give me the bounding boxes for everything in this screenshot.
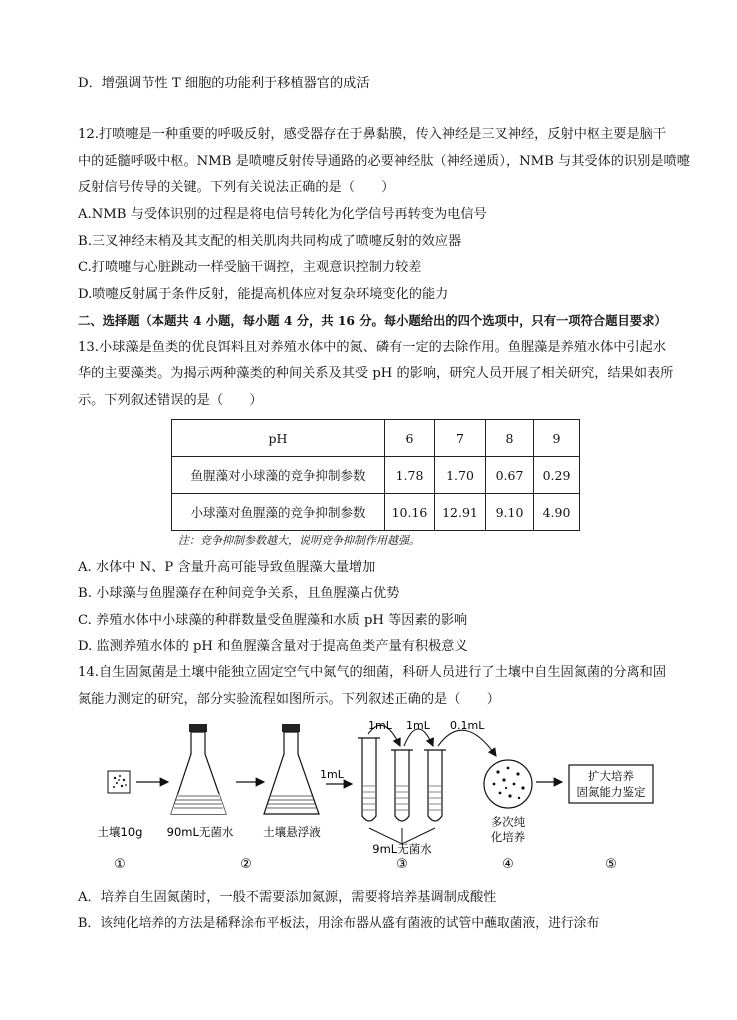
table-cell: 0.29 (534, 457, 580, 494)
table-cell: 鱼腥藻对小球藻的竞争抑制参数 (172, 457, 385, 494)
table-note: 注：竞争抑制参数越大，说明竞争抑制作用越强。 (178, 534, 420, 547)
test-tube-icon (424, 750, 446, 821)
suspension-label: 土壤悬浮液 (263, 825, 321, 839)
plate-label-1: 多次纯 (490, 815, 526, 829)
test-tube-icon (358, 738, 380, 821)
arrow-icon (438, 730, 496, 756)
q12-stem-line2: 中的延髓呼吸中枢。NMB 是喷嚏反射传导通路的必要神经肽（神经递质），NMB 与其受体的识别是喷嚏 (78, 154, 690, 169)
table-cell: 1.70 (435, 457, 486, 494)
table-row (172, 457, 580, 494)
q13-stem-line1: 13.小球藻是鱼类的优良饵料且对养殖水体中的氮、磷有一定的去除作用。鱼腥藻是养殖水体中引起水 (78, 340, 667, 355)
dilution-label-2: 1mL (406, 719, 430, 732)
q12-option-a: A.NMB 与受体识别的过程是将电信号转化为化学信号再转变为电信号 (78, 207, 487, 222)
table-row (172, 494, 580, 531)
table-cell: 小球藻对鱼腥藻的竞争抑制参数 (172, 494, 385, 531)
q13-stem-line3: 示。下列叙述错误的是（ ） (78, 393, 263, 408)
q13-option-a: A. 水体中 N、P 含量升高可能导致鱼腥藻大量增加 (78, 560, 376, 575)
soil-label: 土壤10g (97, 825, 143, 839)
petri-dish-icon (484, 760, 532, 808)
q12-option-b: B.三叉神经末梢及其支配的相关肌肉共同构成了喷嚏反射的效应器 (78, 234, 462, 249)
q14-stem-line2: 氮能力测定的研究，部分实验流程如图所示。下列叙述正确的是（ ） (78, 692, 500, 707)
table-cell: 9.10 (486, 494, 534, 531)
box-line-1: 扩大培养 (588, 769, 634, 783)
plate-label-2: 化培养 (490, 830, 526, 844)
box-line-2: 固氮能力鉴定 (576, 785, 646, 799)
table-header-row (172, 420, 580, 457)
step-4-label: ④ (502, 857, 514, 872)
q13-option-b: B. 小球藻与鱼腥藻存在种间竞争关系，且鱼腥藻占优势 (78, 586, 400, 601)
table-cell: 4.90 (534, 494, 580, 531)
transfer-volume-label: 1mL (320, 768, 344, 781)
ph-table (171, 419, 580, 531)
table-cell: 10.16 (385, 494, 435, 531)
table-cell: 7 (435, 420, 486, 457)
q12-stem-line1: 12.打喷嚏是一种重要的呼吸反射，感受器存在于鼻黏膜，传入神经是三叉神经，反射中枢主要是脑干 (78, 127, 667, 142)
table-cell: 6 (385, 420, 435, 457)
table-cell: 1.78 (385, 457, 435, 494)
q12-option-d: D.喷嚏反射属于条件反射，能提高机体应对复杂环境变化的能力 (78, 287, 449, 302)
q12-option-c: C.打喷嚏与心脏跳动一样受脑干调控，主观意识控制力较差 (78, 260, 422, 275)
q14-option-b: B．该纯化培养的方法是稀释涂布平板法，用涂布器从盛有菌液的试管中蘸取菌液，进行涂布 (78, 916, 600, 931)
q11-option-d: D．增强调节性 T 细胞的功能利于移植器官的成活 (78, 76, 370, 91)
step-2-label: ② (240, 857, 252, 872)
test-tube-icon (391, 750, 413, 821)
q13-option-d: D. 监测养殖水体的 pH 和鱼腥藻含量对于提高鱼类产量有积极意义 (78, 639, 468, 654)
table-cell: pH (172, 420, 385, 457)
step-1-label: ① (114, 857, 126, 872)
experiment-flow-diagram (86, 716, 696, 876)
soil-sample-icon (108, 771, 130, 793)
q12-stem-line3: 反射信号传导的关键。下列有关说法正确的是（ ） (78, 180, 395, 195)
dilution-label-1: 1mL (368, 719, 392, 732)
q13-stem-line2: 华的主要藻类。为揭示两种藻类的种间关系及其受 pH 的影响，研究人员开展了相关研究，结果如表所 (78, 366, 674, 381)
table-cell: 8 (486, 420, 534, 457)
table-cell: 9 (534, 420, 580, 457)
section-heading: 二、选择题（本题共 4 小题，每小题 4 分，共 16 分。每小题给出的四个选项中，只有一项符合题目要求） (78, 313, 667, 328)
q14-stem-line1: 14.自生固氮菌是土壤中能独立固定空气中氮气的细菌，科研人员进行了土壤中自生固氮菌的分离和固 (78, 665, 667, 680)
q13-option-c: C. 养殖水体中小球藻的种群数量受鱼腥藻和水质 pH 等因素的影响 (78, 613, 468, 628)
q14-option-a: A．培养自生固氮菌时，一般不需要添加氮源，需要将培养基调制成酸性 (78, 890, 497, 905)
flask-icon (264, 724, 319, 814)
dilution-label-3: 0.1mL (450, 719, 485, 732)
step-3-label: ③ (396, 857, 408, 872)
table-cell: 12.91 (435, 494, 486, 531)
table-cell: 0.67 (486, 457, 534, 494)
step-5-label: ⑤ (605, 857, 617, 872)
water9-label: 9mL无菌水 (372, 842, 432, 856)
water90-label: 90mL无菌水 (166, 825, 234, 839)
flask-icon (171, 724, 226, 814)
